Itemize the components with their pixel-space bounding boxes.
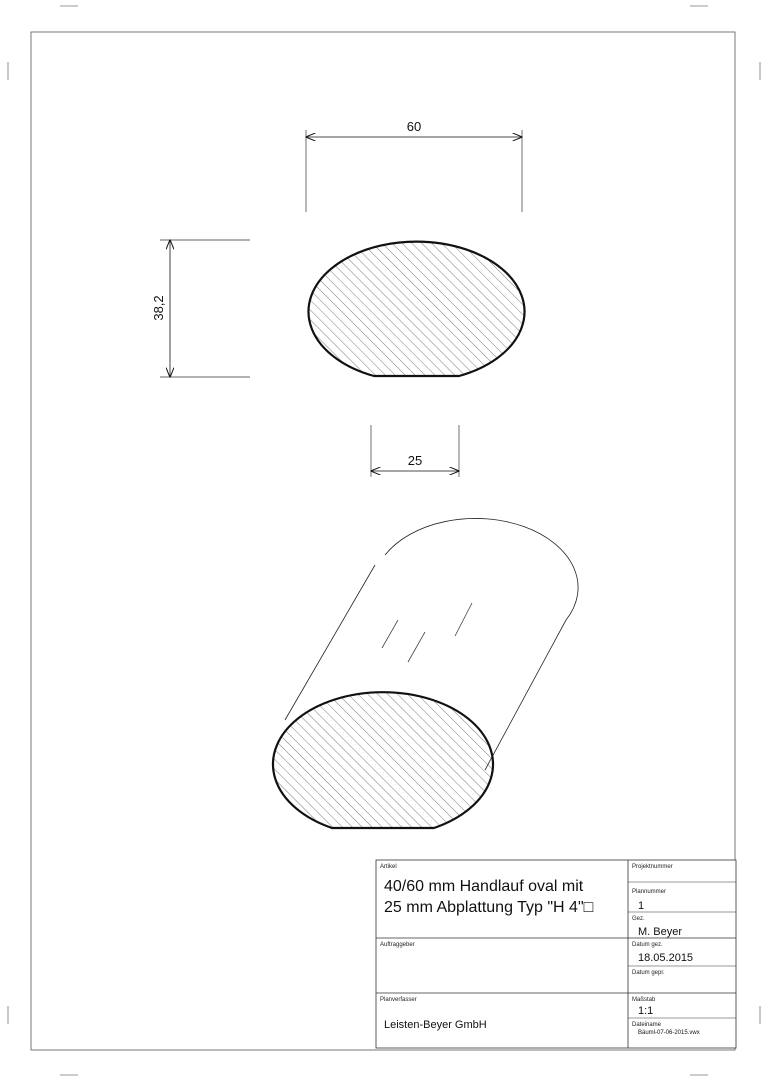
article-title-line1: 40/60 mm Handlauf oval mit [384, 878, 584, 895]
projektnummer-label: Projektnummer [632, 864, 673, 870]
flat-dimension-label: 25 [407, 453, 423, 468]
auftraggeber-label: Auftraggeber [380, 942, 415, 948]
width-dimension-label: 60 [406, 119, 422, 134]
datum-gepr-label: Datum gepr. [632, 970, 665, 976]
article-title-line2: 25 mm Abplattung Typ "H 4"□ [384, 899, 594, 916]
datum-gez-label: Datum gez. [632, 942, 663, 948]
width-dimension [306, 119, 522, 212]
planverfasser-label: Planverfasser [380, 997, 417, 1003]
dateiname-value: Bäuml-07-06-2015.vwx [638, 1030, 700, 1036]
height-dimension-label: 38,2 [151, 295, 166, 321]
handrail-cross-section [309, 242, 525, 376]
massstab-value: 1:1 [638, 1005, 654, 1017]
gez-value: M. Beyer [638, 926, 683, 938]
planverfasser-value: Leisten-Beyer GmbH [384, 1019, 487, 1031]
title-block [376, 860, 736, 1048]
gez-label: Gez. [632, 916, 645, 922]
massstab-label: Maßstab [632, 997, 656, 1003]
flat-dimension [371, 425, 459, 477]
artikel-label: Artikel [380, 864, 397, 870]
plannummer-value: 1 [638, 900, 645, 912]
datum-gez-value: 18.05.2015 [638, 952, 694, 964]
dateiname-label: Dateiname [632, 1022, 662, 1028]
plannummer-label: Plannummer [632, 889, 667, 895]
height-dimension [151, 240, 250, 377]
handrail-3d-view [273, 518, 578, 828]
